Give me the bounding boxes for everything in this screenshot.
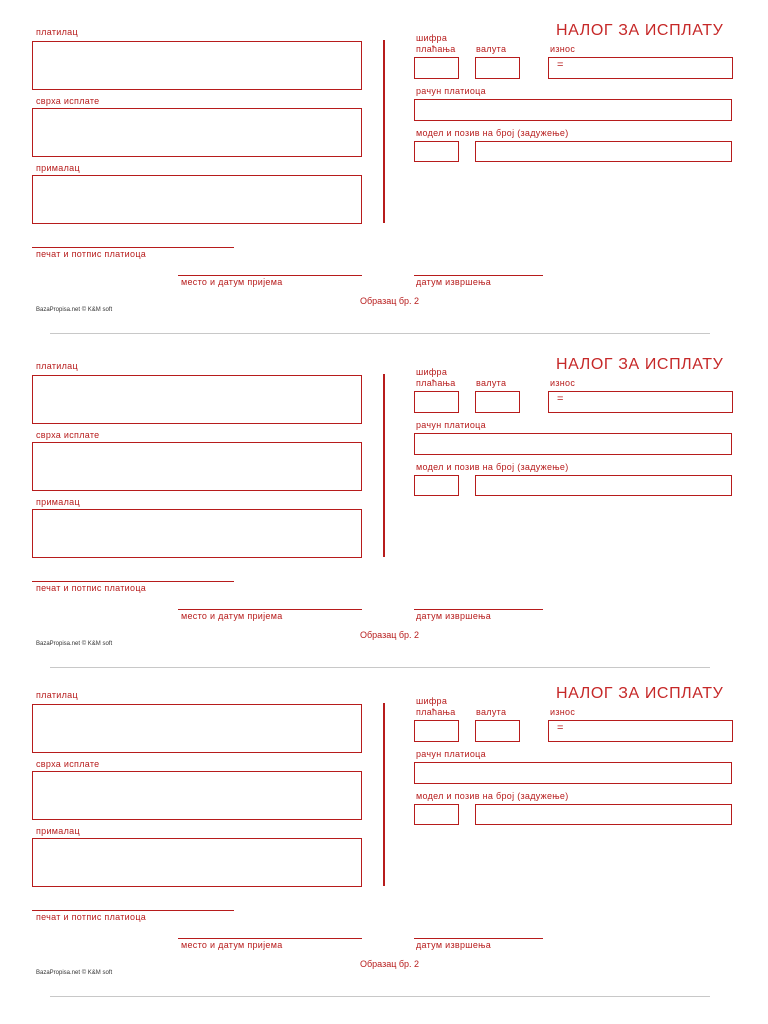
place-date-line xyxy=(178,938,362,939)
credit-text: BazaPropisa.net © K&M soft xyxy=(36,641,113,647)
form-title: НАЛОГ ЗА ИСПЛАТУ xyxy=(556,356,724,373)
model-field[interactable] xyxy=(414,475,459,496)
form-number: Образац бр. 2 xyxy=(360,630,420,640)
place-date-line xyxy=(178,275,362,276)
reference-number-field[interactable] xyxy=(475,804,732,825)
slip-separator xyxy=(50,996,710,997)
payer-label: платилац xyxy=(36,690,78,700)
stamp-signature-label: печат и потпис платиоца xyxy=(36,249,147,259)
purpose-field[interactable] xyxy=(32,771,362,820)
model-field[interactable] xyxy=(414,141,459,162)
purpose-field[interactable] xyxy=(32,108,362,157)
payment-code-label: шифра xyxy=(416,696,448,706)
stamp-signature-line xyxy=(32,581,234,582)
place-date-label: место и датум пријема xyxy=(181,611,283,621)
execution-date-line xyxy=(414,609,543,610)
payer-label: платилац xyxy=(36,361,78,371)
amount-label: износ xyxy=(550,707,576,717)
currency-field[interactable] xyxy=(475,391,520,413)
vertical-divider xyxy=(383,703,385,886)
credit-text: BazaPropisa.net © K&M soft xyxy=(36,970,113,976)
payer-field[interactable] xyxy=(32,704,362,753)
execution-date-label: датум извршења xyxy=(416,940,492,950)
stamp-signature-label: печат и потпис платиоца xyxy=(36,912,147,922)
execution-date-label: датум извршења xyxy=(416,611,492,621)
model-reference-label: модел и позив на број (задужење) xyxy=(416,128,569,138)
amount-prefix: = xyxy=(557,722,564,734)
amount-prefix: = xyxy=(557,393,564,405)
payer-field[interactable] xyxy=(32,41,362,90)
currency-field[interactable] xyxy=(475,720,520,742)
reference-number-field[interactable] xyxy=(475,141,732,162)
payer-account-field[interactable] xyxy=(414,99,732,121)
amount-field[interactable] xyxy=(548,57,733,79)
payer-account-label: рачун платиоца xyxy=(416,749,486,759)
payment-slip-1 xyxy=(0,0,768,334)
place-date-label: место и датум пријема xyxy=(181,277,283,287)
amount-prefix: = xyxy=(557,59,564,71)
credit-text: BazaPropisa.net © K&M soft xyxy=(36,307,113,313)
recipient-field[interactable] xyxy=(32,838,362,887)
stamp-signature-line xyxy=(32,247,234,248)
stamp-signature-line xyxy=(32,910,234,911)
payment-code-label: шифра xyxy=(416,33,448,43)
model-field[interactable] xyxy=(414,804,459,825)
form-number: Образац бр. 2 xyxy=(360,296,420,306)
recipient-label: прималац xyxy=(36,163,80,173)
recipient-label: прималац xyxy=(36,826,80,836)
stamp-signature-label: печат и потпис платиоца xyxy=(36,583,147,593)
amount-label: износ xyxy=(550,44,576,54)
model-reference-label: модел и позив на број (задужење) xyxy=(416,462,569,472)
payment-code-field[interactable] xyxy=(414,57,459,79)
form-title: НАЛОГ ЗА ИСПЛАТУ xyxy=(556,22,724,39)
payment-slip-2 xyxy=(0,334,768,668)
currency-label: валута xyxy=(476,378,507,388)
recipient-field[interactable] xyxy=(32,175,362,224)
execution-date-label: датум извршења xyxy=(416,277,492,287)
purpose-label: сврха исплате xyxy=(36,96,100,106)
vertical-divider xyxy=(383,374,385,557)
vertical-divider xyxy=(383,40,385,223)
reference-number-field[interactable] xyxy=(475,475,732,496)
model-reference-label: модел и позив на број (задужење) xyxy=(416,791,569,801)
currency-label: валута xyxy=(476,44,507,54)
payment-code-field[interactable] xyxy=(414,391,459,413)
purpose-field[interactable] xyxy=(32,442,362,491)
payment-slip-3 xyxy=(0,663,768,997)
place-date-line xyxy=(178,609,362,610)
payment-code-label-2: плаћања xyxy=(416,44,456,54)
recipient-label: прималац xyxy=(36,497,80,507)
recipient-field[interactable] xyxy=(32,509,362,558)
currency-field[interactable] xyxy=(475,57,520,79)
execution-date-line xyxy=(414,275,543,276)
payer-label: платилац xyxy=(36,27,78,37)
payer-account-label: рачун платиоца xyxy=(416,420,486,430)
payment-code-label-2: плаћања xyxy=(416,707,456,717)
execution-date-line xyxy=(414,938,543,939)
currency-label: валута xyxy=(476,707,507,717)
payment-code-label: шифра xyxy=(416,367,448,377)
form-number: Образац бр. 2 xyxy=(360,959,420,969)
payer-account-label: рачун платиоца xyxy=(416,86,486,96)
amount-field[interactable] xyxy=(548,391,733,413)
payer-account-field[interactable] xyxy=(414,433,732,455)
payment-code-field[interactable] xyxy=(414,720,459,742)
place-date-label: место и датум пријема xyxy=(181,940,283,950)
amount-label: износ xyxy=(550,378,576,388)
amount-field[interactable] xyxy=(548,720,733,742)
payer-field[interactable] xyxy=(32,375,362,424)
payer-account-field[interactable] xyxy=(414,762,732,784)
purpose-label: сврха исплате xyxy=(36,430,100,440)
form-title: НАЛОГ ЗА ИСПЛАТУ xyxy=(556,685,724,702)
payment-code-label-2: плаћања xyxy=(416,378,456,388)
purpose-label: сврха исплате xyxy=(36,759,100,769)
